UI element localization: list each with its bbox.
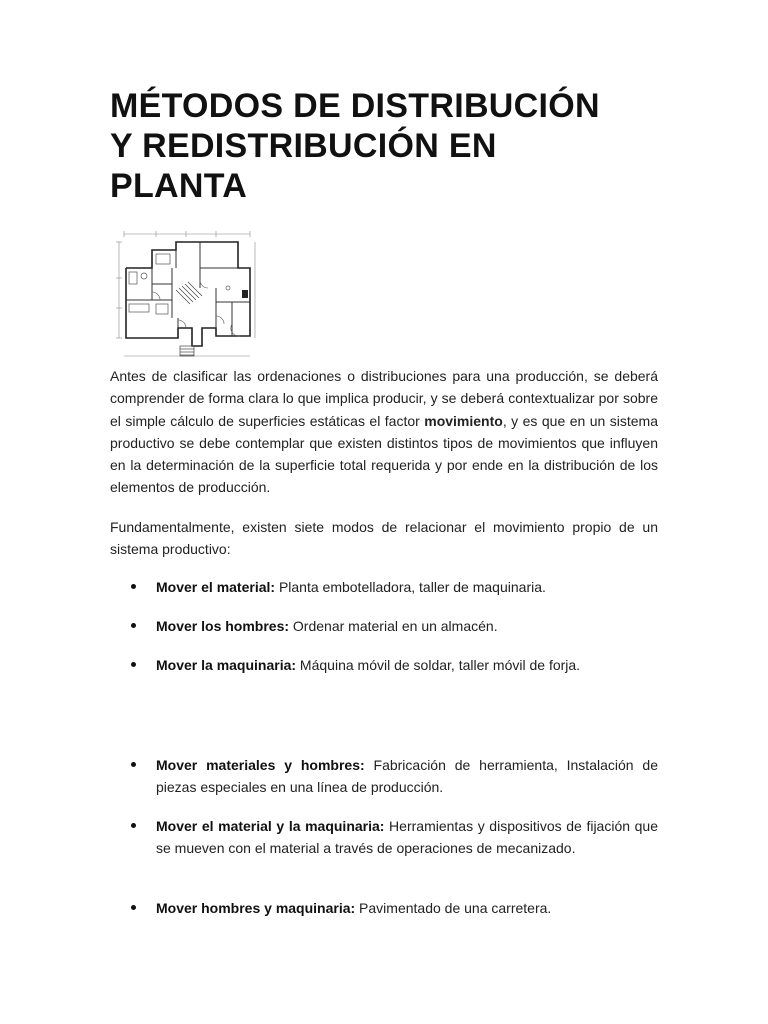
floor-plan-icon <box>116 228 258 362</box>
list-item-text: Máquina móvil de soldar, taller móvil de forja. <box>296 657 581 673</box>
bullet-icon <box>131 905 136 910</box>
list-item-label: Mover materiales y hombres: <box>156 757 365 773</box>
list-item <box>156 615 658 637</box>
list-item-label: Mover el material y la maquinaria: <box>156 818 385 834</box>
intro-paragraph <box>110 365 658 499</box>
bullet-icon <box>131 662 136 667</box>
list-item-label: Mover los hombres: <box>156 618 290 634</box>
list-item <box>156 897 658 919</box>
list-item-text: Planta embotelladora, taller de maquinaria. <box>275 579 546 595</box>
title-line-3: PLANTA <box>110 167 248 205</box>
bullet-icon <box>131 623 136 628</box>
intro-bold-term: movimiento <box>424 412 503 429</box>
intro-text-before: Antes de clasificar las ordenaciones o distribuciones para una producción, se deberá comprender de forma clara lo que implica producir, y se deberá contextualizar por sobre el simple cálculo de superficies estáticas el factor <box>110 368 658 429</box>
list-item-label: Mover el material: <box>156 579 276 595</box>
bullet-icon <box>131 823 136 828</box>
title-line-1: MÉTODOS DE DISTRIBUCIÓN <box>110 87 600 125</box>
title-line-2: Y REDISTRIBUCIÓN EN <box>110 127 497 165</box>
list-item <box>156 815 658 860</box>
list-item <box>156 654 658 676</box>
list-item <box>156 576 658 598</box>
second-paragraph: Fundamentalmente, existen siete modos de relacionar el movimiento propio de un sistema productivo: <box>110 519 658 558</box>
bullet-icon <box>131 762 136 767</box>
page-title <box>110 86 670 206</box>
list-item-text: Pavimentado de una carretera. <box>355 900 552 916</box>
list-item <box>156 754 658 799</box>
list-item-text: Ordenar material en un almacén. <box>289 618 498 634</box>
list-item-text: Herramientas y dispositivos de fijación que se mueven con el material a través de operaciones de mecanizado. <box>156 818 658 857</box>
intro-text-after: , y es que en un sistema productivo se debe contemplar que existen distintos tipos de movimientos que influyen en la determinación de la superficie total requerida y por ende en la distribución de los elementos de producción. <box>110 412 658 496</box>
bullet-icon <box>131 584 136 589</box>
list-item-label: Mover la maquinaria: <box>156 657 297 673</box>
list-item-text: Fabricación de herramienta, Instalación de piezas especiales en una línea de producción. <box>156 757 658 796</box>
list-item-label: Mover hombres y maquinaria: <box>156 900 356 916</box>
